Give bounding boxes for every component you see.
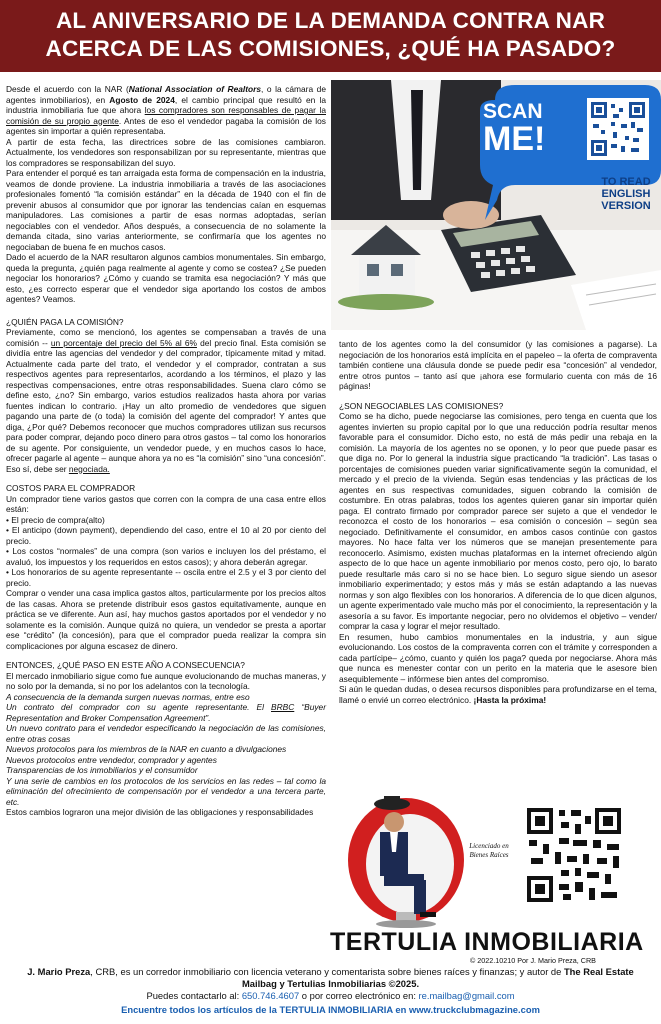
text: . Antes de eso el vendedor pagaba la comisión de los agentes sin importar a quién representaba. [6,115,326,136]
text: Agosto de 2024 [109,94,175,105]
text: “Buyer Representation and Broker Compensation Agreement”. [6,702,326,723]
text: Si aún le quedan dudas, o desea recursos disponibles para profundizarse en el tema, llamé o envié un correo electrónico. [339,684,657,705]
qr-code-large[interactable] [525,806,623,904]
list-item: Nuevos protocolos para los miembros de la NAR en cuanto a divulgaciones [6,744,287,754]
list-item: Transparencias de los inmobiliarios y el consumidor [6,765,198,775]
bullet-item: • El precio de compra(alto) [6,514,105,525]
paragraph: Como se ha dicho, puede negociarse las comisiones, pero tenga en cuenta que los agentes invierten su propio capital por lo que una reducción podría resultar menos favorable para el consumidor. Dicho esto, no está de más pedir una rebaja en la comisión. La mayoría de los agentes no se oponen, y lo peor que puede pasar es que diga no. Por lo general la industria sigue practicando “la tradición”. Las tasas o porcentajes de comisiones pueden variar significativamente según la comunidad, el mercado y el precio de la vivienda. Según esas tendencias y las prácticas de los agentes en sus respectivas comunidades, siguen cobrando la comisión de costumbre. En otras palabras, todos los agentes quieren ganar sin importar quién paga. El contrato firmado por comprador parece ser sujeto a que el vendedor le reconozca el costo de los honorarios – esa comisión o concesión – según sea negociado. Definitivamente el consumidor, en ambos casos continúe con gastos mayores. No hace falta ver los números que se manejan presentemente para reconocerlo. Asimismo, existen muchas plataformas en la internet ofreciendo algún aspecto de lo que hace un agente inmobiliario por menos costo, pero ojo, lo barato puede resultarle más caro si no se hace bien. Lo seguro sigue siendo un asesor inmobiliario experimentado; y estos más y más se están adaptando a las nuevas normas y son algo flexibles con los honorarios. A diferencia de lo que dicen algunos, un agente experimentado vale mucho más por el conocimiento, la representación y la asesoría a su favor. Es importante negociar, pero no olvidemos el objetivo – vender/ comprar la casa y lograr el mejor resultado. [339,411,657,631]
list-item: Y una serie de cambios en los protocolos de los servicios en las redes – tal como la eliminación del ofrecimiento de compensación por el vendedor a una tercera parte, etc. [6,775,326,807]
bullet-item: • El anticipo (down payment), dependiendo del caso, entre el 10 al 20 por ciento del precio. [6,525,326,546]
book-title: The Real Estate Mailbag y Tertulias Inmobiliarias ©2025. [241,966,634,989]
text: un porcentaje del precio del 5% al 6% [50,337,197,348]
paragraph: En resumen, hubo cambios monumentales en la industria, y aun sigue evolucionando. Los costos de la compraventa corren con el trámite y corresponden a cada partícipe– ¿cómo, cuanto y quién los paga? queda por negociarse. Ahora más que nunca es menester contar con un perito en la materia que le asesore bien asequiblemente – infórmese bien antes del compromiso. [339,631,657,684]
phone-link[interactable]: 650.746.4607 [241,990,300,1001]
right-column [339,339,657,705]
text: , el cambio principal que resultó en la industria inmobiliaria fue que ahora [6,94,326,115]
copyright: © 2022.10210 Por J. Mario Preza, CRB [470,956,596,965]
paragraph: tanto de los agentes como la del consumidor (y las comisiones a pagarse). La negociación de los honorarios está implícita en el papeleo – la oferta de compraventa también contiene una cláusula donde se puede pedir esa “concesión” al vendedor, entre otros puntos – tanto así que ¡ahora ese formulario cuenta con más de 16 páginas! [339,339,657,391]
text: los compradores son responsables de pagar la comisión de su propio agente [6,105,326,126]
text: o por correo electrónico en: [299,990,419,1001]
title-line-2: ACERCA DE LAS COMISIONES, ¿QUÉ HA PASADO? [45,36,616,61]
paragraph [6,327,326,474]
paragraph: Dado el acuerdo de la NAR resultaron algunos cambios monumentales. Sin embargo, queda la pregunta, ¿quién paga realmente al agente y como se costea? ¿Se pueden negociar los honorarios? ¿Cómo y cuando se tramita esa negociación? Y más que esto, ¿es correcto esperar que el vendedor siga aportando los costos de ambos agentes? Veamos. [6,252,326,304]
text: , CRB, es un corredor inmobiliario con licencia veterano y comentarista sobre bienes raíces y finanzas; y autor de [90,966,564,977]
paragraph: Para entender el porqué es tan arraigada esta forma de compensación en la industria, veamos de donde proviene. La industria inmobiliaria a través de las asociaciones profesionales fomentó “la comisión estándar” en la década de 1940 con el fin de prevenir abusos al consumidor que por ignorar las tendencias caían en esquemas manipuladores. Las comisiones a partir de esas normas adoptadas, serían negociables con el vendedor. Años después, a consecuencia de no solamente la demanda citada, sino varias anteriormente, se confirmaría que los agentes no negociaban de buena fe en muchos casos. [6,168,326,252]
list-item: Un nuevo contrato para el vendedor especificando la negociación de las comisiones, entre otras cosas [6,723,326,744]
text: Previamente, como se mencionó, los agentes se compensaban a través de una comisión -- [6,327,326,348]
author-bio [0,966,661,990]
section-heading: ¿SON NEGOCIABLES LAS COMISIONES? [339,400,504,411]
license-line-1: Licenciado en [469,842,509,850]
paragraph: El mercado inmobiliario sigue como fue aunque evolucionando de muchas maneras, y no solo por la demanda, si no por los adelantos con la tecnología. [6,670,326,691]
text: negociada. [68,463,110,474]
qr-code-small[interactable] [591,102,645,156]
version-label: VERSION [601,200,651,212]
title-line-1: AL ANIVERSARIO DE LA DEMANDA CONTRA NAR [55,8,606,33]
section-heading: ENTONCES, ¿QUÉ PASO EN ESTE AÑO A CONSECUENCIA? [6,660,245,670]
footer [0,966,661,1016]
section-heading: COSTOS PARA EL COMPRADOR [6,483,136,493]
section-heading: ¿QUIÉN PAGA LA COMISIÓN? [6,316,124,327]
paragraph [339,684,657,705]
website-line[interactable]: Encuentre todos los artículos de la TERTULIA INMOBILIARIA en www.truckclubmagazine.com [121,1004,540,1015]
paragraph: Estos cambios lograron una mejor división de las obligaciones y responsabilidades [6,807,314,817]
title-banner [0,0,661,72]
paragraph [6,84,326,137]
contact-line [0,990,661,1002]
text: ¡Hasta la próxima! [473,694,547,705]
author-photo [344,790,464,930]
text: del precio final. Esta comisión se dividía entre las agencias del vendedor y del comprador, típicamente mitad y mitad. Actualmente cada parte del trato, el vendedor y el comprador, contratan a sus respectivos agentes para representarlos, acordando a los términos, el plazo y las respectivas compensaciones, entre otras responsabilidades. Suena claro cómo se define esto, ¿no? Sin embargo, varios estudios realizados hasta ahora por varias fuentes indican lo contrario. ¡Hay un alto promedio de vendedores que siguen pagando una parte de (o toda) la comisión del agente del comprador! Y antes que diga, ¿Por qué? Debemos reconocer que muchos compradores utilizan sus recursos para poder comprar, dejando poco dinero para otros gastos – tal como los honorarios de su agente. Por consiguiente, un vendedor puede, y en muchos casos lo hace, ofrecer pagarle al agente – aunque ahora ya no es “la comisión” sino “una concesión”. Eso sí, debe ser [6,337,326,474]
paragraph: A partir de esta fecha, las directrices sobre de las comisiones cambiaron. Actualmente, los vendedores son responsabilizan por su representante, mientras que los compradores se responsabilizan del suyo. [6,136,326,168]
scan-label: SCAN [483,100,543,123]
list-item: A consecuencia de la demanda surgen nuevas normas, entre eso [6,691,250,702]
left-column [6,84,326,818]
to-read-label: TO READ [601,176,651,188]
brand-name: TERTULIA INMOBILIARIA [330,928,644,956]
text: BRBC [271,702,295,712]
english-version-note [595,176,657,212]
author-name: J. Mario Preza [27,966,91,977]
list-item: Nuevos protocolos entre vendedor, comprador y agentes [6,754,217,765]
bullet-item: • Los honorarios de su agente representante -- oscila entre el 2.5 y el 3 por ciento del precio. [6,567,326,588]
text: National Association of Realtors [128,84,262,94]
email-link[interactable]: re.mailbag@gmail.com [418,990,515,1001]
text: Puedes contactarlo al: [146,990,242,1001]
scan-me-badge [475,80,661,230]
text: Desde el acuerdo con la NAR ( [6,84,129,94]
me-label: ME! [483,120,546,158]
license-note [462,842,516,860]
text: Un contrato del comprador con su agente representante. El [6,702,271,712]
bullet-item: • Los costos “normales” de una compra (son varios e incluyen los del préstamo, el avaluó, los impuestos y los requeridos en estos casos); y ahora deberán agregar. [6,546,326,567]
list-item [6,702,326,723]
paragraph: Un comprador tiene varios gastos que corren con la compra de una casa entre ellos están: [6,493,326,514]
text: , o la cámara de agentes inmobiliarios), en [6,84,326,105]
english-label: ENGLISH [601,188,651,200]
paragraph: Comprar o vender una casa implica gastos altos, particularmente por los precios altos de las casas. Ahora se pretende distribuir esos gastos equitativamente, aunque en práctica se ve diferente. Aun así, hay muchos gastos aportados por el vendedor y no solamente es la comisión. Aunque quizá no quiera, un vendedor se presta a aportar ese “crédito” (la concesión), para que el comprador pueda realizar la compra sin complicaciones por alguna escasez de dinero. [6,588,326,651]
license-line-2: Bienes Raíces [469,851,509,859]
